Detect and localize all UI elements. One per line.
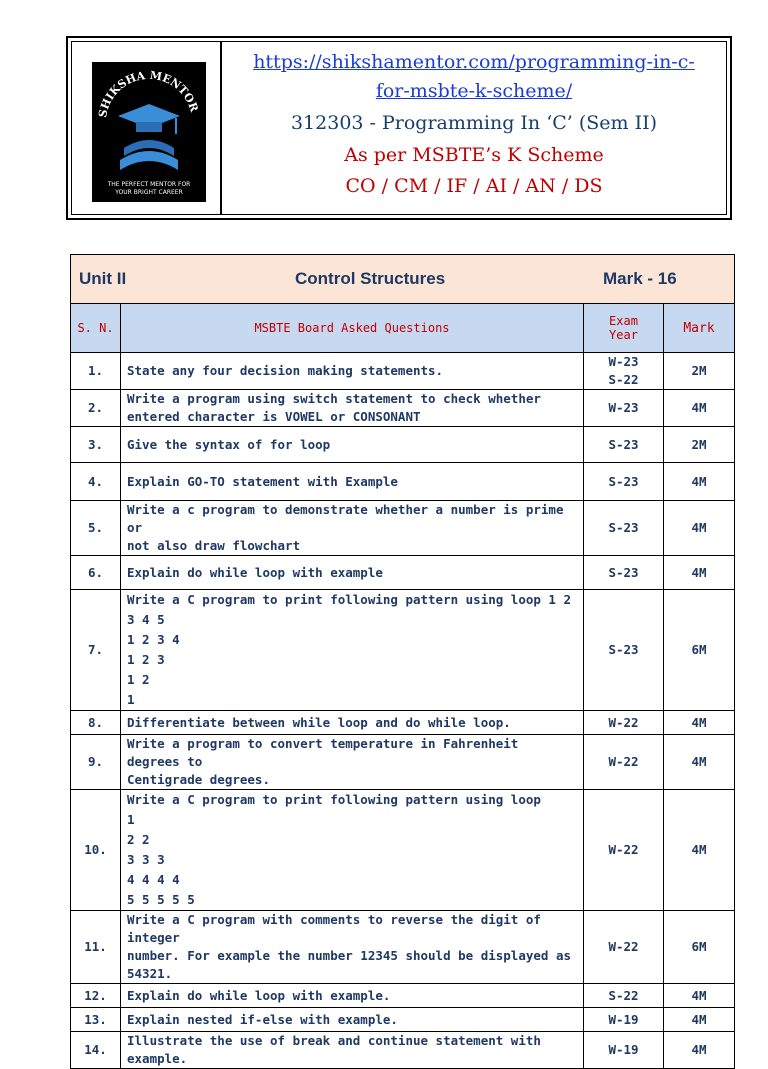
course-title: 312303 - Programming In ‘C’ (Sem II)	[290, 112, 658, 134]
svg-text:THE PERFECT MENTOR FOR: THE PERFECT MENTOR FOR	[107, 181, 191, 188]
sn-header: S. N.	[71, 304, 121, 353]
question-mark: 6M	[664, 911, 735, 984]
exam-year-value: W-19	[608, 1011, 639, 1027]
question-line: Explain GO-TO statement with Example	[127, 473, 398, 489]
exam-year-value: W-19	[608, 1042, 639, 1057]
exam-year-value: S-22	[608, 987, 639, 1003]
table-row	[71, 463, 735, 501]
question-mark: 4M	[664, 463, 735, 501]
exam-year-value: S-23	[608, 642, 639, 657]
question-line: Write a c program to demonstrate whether a number is prime or	[127, 502, 564, 535]
table-row	[71, 735, 735, 790]
question-line: Centigrade degrees.	[127, 772, 270, 787]
question-line: 2 2	[127, 832, 150, 847]
exam-year-value: W-22	[608, 754, 639, 769]
question-number: 2.	[71, 390, 121, 427]
exam-year-value: W-23	[608, 400, 639, 415]
question-line: 3 3 3	[127, 852, 165, 867]
unit-title: Control Structures	[295, 269, 446, 288]
exam-year-value: S-23	[608, 436, 639, 452]
exam-year-value: W-22	[608, 939, 639, 954]
shiksha-mentor-logo	[92, 62, 206, 202]
svg-text:SHIKSHA MENTOR: SHIKSHA MENTOR	[96, 68, 201, 119]
exam-year	[584, 984, 664, 1008]
question-text	[121, 427, 584, 463]
question-text	[121, 711, 584, 735]
exam-year-header	[584, 304, 664, 353]
question-text	[121, 790, 584, 911]
question-line: Give the syntax of for loop	[127, 436, 331, 452]
table-row	[71, 390, 735, 427]
question-number: 8.	[71, 711, 121, 735]
question-line: 4 4 4 4	[127, 872, 180, 887]
question-mark: 4M	[664, 984, 735, 1008]
exam-year	[584, 1008, 664, 1032]
question-text	[121, 984, 584, 1008]
question-mark: 4M	[664, 390, 735, 427]
column-header-row	[71, 304, 735, 353]
exam-year-value: W-22	[608, 714, 639, 730]
question-text	[121, 501, 584, 556]
table-row	[71, 427, 735, 463]
course-link-line1[interactable]: https://shikshamentor.com/programming-in-c-	[253, 51, 695, 73]
question-mark: 2M	[664, 427, 735, 463]
exam-year	[584, 711, 664, 735]
exam-year	[584, 390, 664, 427]
question-line: Write a program to convert temperature in Fahrenheit degrees to	[127, 736, 519, 769]
table-row	[71, 911, 735, 984]
exam-year-header-line2: Year	[609, 328, 638, 342]
exam-year-value: W-23	[608, 354, 639, 369]
table-row	[71, 984, 735, 1008]
question-line: Write a program using switch statement to check whether	[127, 391, 541, 406]
course-link-line2[interactable]: for-msbte-k-scheme/	[375, 80, 573, 102]
question-mark: 4M	[664, 501, 735, 556]
question-line: 1	[127, 812, 135, 827]
question-line: State any four decision making statements.	[127, 363, 444, 378]
header-box	[66, 36, 732, 220]
exam-year	[584, 353, 664, 390]
question-text	[121, 735, 584, 790]
exam-year	[584, 556, 664, 590]
question-line: 1	[127, 692, 135, 707]
question-number: 7.	[71, 590, 121, 711]
unit-row	[71, 255, 735, 304]
exam-year	[584, 590, 664, 711]
question-line: 5 5 5 5 5	[127, 892, 195, 907]
question-text	[121, 590, 584, 711]
question-number: 5.	[71, 501, 121, 556]
svg-text:YOUR BRIGHT CAREER: YOUR BRIGHT CAREER	[115, 189, 183, 196]
question-line: Differentiate between while loop and do while loop.	[127, 714, 511, 730]
exam-year	[584, 427, 664, 463]
question-number: 9.	[71, 735, 121, 790]
question-mark: 4M	[664, 1032, 735, 1069]
question-mark: 4M	[664, 1008, 735, 1032]
table-row	[71, 353, 735, 390]
table-row	[71, 501, 735, 556]
question-text	[121, 463, 584, 501]
exam-year-value: W-22	[608, 842, 639, 857]
exam-year	[584, 463, 664, 501]
question-text	[121, 353, 584, 390]
unit-label: Unit II	[79, 269, 127, 288]
question-line: not also draw flowchart	[127, 538, 301, 553]
question-line: Write a C program to print following pattern using loop 1 2 3 4 5	[127, 592, 572, 627]
header-inner	[71, 41, 727, 215]
exam-year-value: S-22	[608, 372, 639, 387]
table-row	[71, 711, 735, 735]
logo-graphic	[92, 62, 206, 202]
question-line: Write a C program with comments to reverse the digit of integer	[127, 912, 541, 945]
exam-year	[584, 790, 664, 911]
exam-year-value: S-23	[608, 520, 639, 535]
exam-year-value: S-23	[608, 473, 639, 489]
exam-year	[584, 735, 664, 790]
question-number: 12.	[71, 984, 121, 1008]
question-mark: 4M	[664, 711, 735, 735]
table-row	[71, 1032, 735, 1069]
question-number: 13.	[71, 1008, 121, 1032]
question-mark: 4M	[664, 790, 735, 911]
branches-line: CO / CM / IF / AI / AN / DS	[345, 175, 603, 197]
questions-body	[71, 353, 735, 1069]
question-text	[121, 911, 584, 984]
question-line: Explain do while loop with example	[127, 564, 383, 580]
question-text	[121, 390, 584, 427]
unit-mark: Mark - 16	[603, 269, 677, 288]
question-number: 4.	[71, 463, 121, 501]
question-mark: 2M	[664, 353, 735, 390]
question-number: 6.	[71, 556, 121, 590]
question-mark: 4M	[664, 735, 735, 790]
question-number: 1.	[71, 353, 121, 390]
question-line: 1 2	[127, 672, 150, 687]
question-number: 3.	[71, 427, 121, 463]
question-number: 10.	[71, 790, 121, 911]
exam-year	[584, 911, 664, 984]
scheme-line: As per MSBTE’s K Scheme	[344, 144, 604, 166]
exam-year-header-line1: Exam	[609, 314, 638, 328]
question-line: 54321.	[127, 966, 173, 981]
question-line: 1 2 3 4	[127, 632, 180, 647]
question-line: number. For example the number 12345 should be displayed as	[127, 948, 572, 963]
question-mark: 4M	[664, 556, 735, 590]
exam-year	[584, 1032, 664, 1069]
question-line: Write a C program to print following pattern using loop	[127, 792, 541, 807]
exam-year	[584, 501, 664, 556]
questions-table	[70, 254, 735, 1069]
question-header: MSBTE Board Asked Questions	[121, 304, 584, 353]
question-line: Illustrate the use of break and continue statement with example.	[127, 1033, 541, 1066]
exam-year-value: S-23	[608, 564, 639, 580]
logo-cell	[72, 42, 222, 214]
table-row	[71, 590, 735, 711]
question-line: Explain do while loop with example.	[127, 987, 391, 1003]
question-text	[121, 1008, 584, 1032]
table-row	[71, 556, 735, 590]
question-line: 1 2 3	[127, 652, 165, 667]
header-info	[222, 42, 726, 214]
mark-header: Mark	[664, 304, 735, 353]
question-mark: 6M	[664, 590, 735, 711]
question-line: Explain nested if-else with example.	[127, 1011, 398, 1027]
question-line: entered character is VOWEL or CONSONANT	[127, 409, 421, 424]
question-number: 14.	[71, 1032, 121, 1069]
table-row	[71, 1008, 735, 1032]
question-text	[121, 556, 584, 590]
question-number: 11.	[71, 911, 121, 984]
question-text	[121, 1032, 584, 1069]
course-link[interactable]	[222, 48, 726, 106]
table-row	[71, 790, 735, 911]
